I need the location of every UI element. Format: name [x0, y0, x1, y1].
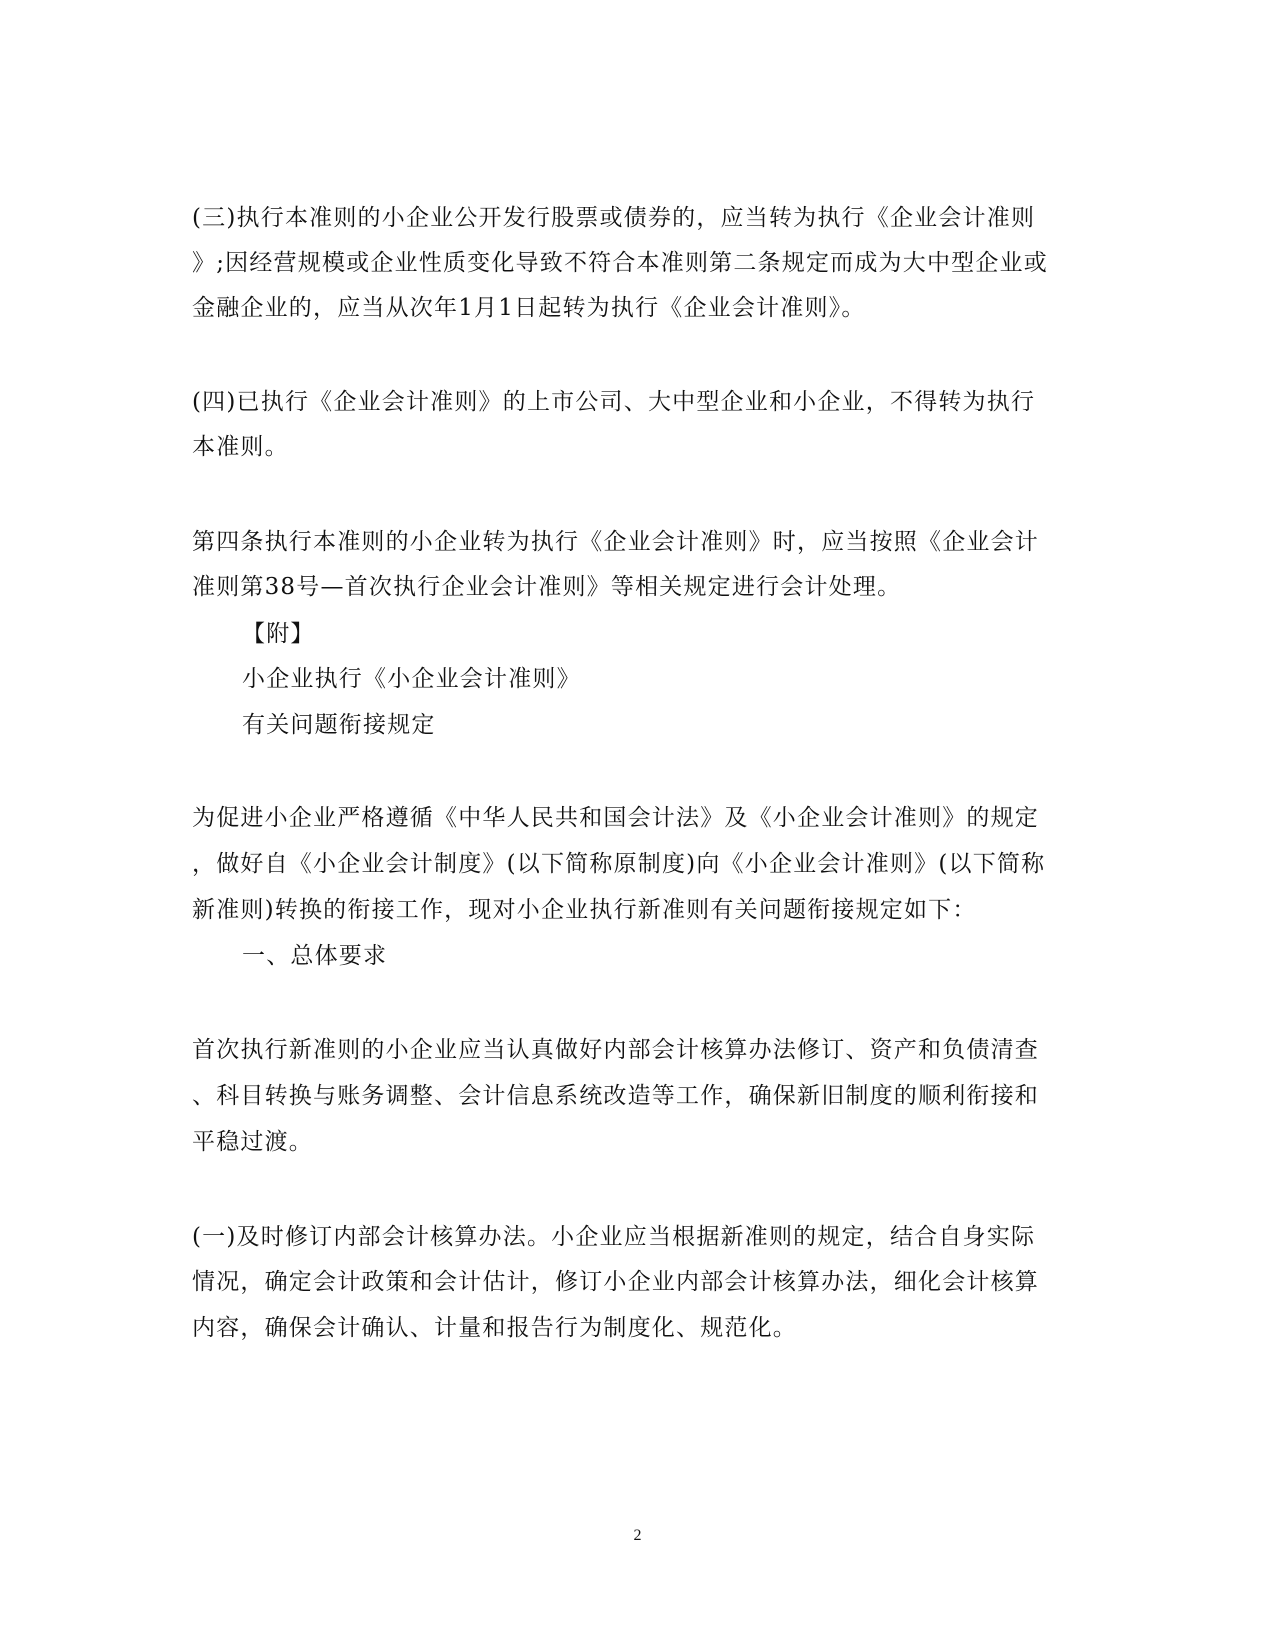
general-paragraph-line-2: 、科目转换与账务调整、会计信息系统改造等工作，确保新旧制度的顺利衔接和: [192, 1083, 1039, 1109]
paragraph-4-line-1: (四)已执行《企业会计准则》的上市公司、大中型企业和小企业，不得转为执行: [192, 389, 1036, 415]
general-paragraph-line-1: 首次执行新准则的小企业应当认真做好内部会计核算办法修订、资产和负债清查: [192, 1037, 1039, 1063]
intro-paragraph-line-1: 为促进小企业严格遵循《中华人民共和国会计法》及《小企业会计准则》的规定: [192, 805, 1039, 831]
page-number: 2: [633, 1527, 642, 1544]
paragraph-3-line-3: 金融企业的，应当从次年1月1日起转为执行《企业会计准则》。: [192, 295, 866, 321]
general-paragraph-line-3: 平稳过渡。: [192, 1129, 313, 1155]
appendix-title-line-1: 小企业执行《小企业会计准则》: [242, 666, 581, 692]
paragraph-4-line-2: 本准则。: [192, 434, 289, 460]
section-heading-general-requirements: 一、总体要求: [242, 943, 388, 969]
article-4-line-2: 准则第38号—首次执行企业会计准则》等相关规定进行会计处理。: [192, 574, 902, 600]
intro-paragraph-line-2: ，做好自《小企业会计制度》(以下简称原制度)向《小企业会计准则》(以下简称: [192, 851, 1046, 877]
appendix-label: 【附】: [242, 621, 315, 647]
paragraph-3-line-1: (三)执行本准则的小企业公开发行股票或债券的，应当转为执行《企业会计准则: [192, 205, 1036, 231]
item-1-line-3: 内容，确保会计确认、计量和报告行为制度化、规范化。: [192, 1315, 797, 1341]
intro-paragraph-line-3: 新准则)转换的衔接工作，现对小企业执行新准则有关问题衔接规定如下：: [192, 897, 977, 923]
appendix-title-line-2: 有关问题衔接规定: [242, 712, 436, 738]
article-4-line-1: 第四条执行本准则的小企业转为执行《企业会计准则》时，应当按照《企业会计: [192, 529, 1039, 555]
item-1-line-2: 情况，确定会计政策和会计估计，修订小企业内部会计核算办法，细化会计核算: [192, 1269, 1039, 1295]
paragraph-3-line-2: 》;因经营规模或企业性质变化导致不符合本准则第二条规定而成为大中型企业或: [192, 250, 1048, 276]
item-1-line-1: (一)及时修订内部会计核算办法。小企业应当根据新准则的规定，结合自身实际: [192, 1224, 1036, 1250]
